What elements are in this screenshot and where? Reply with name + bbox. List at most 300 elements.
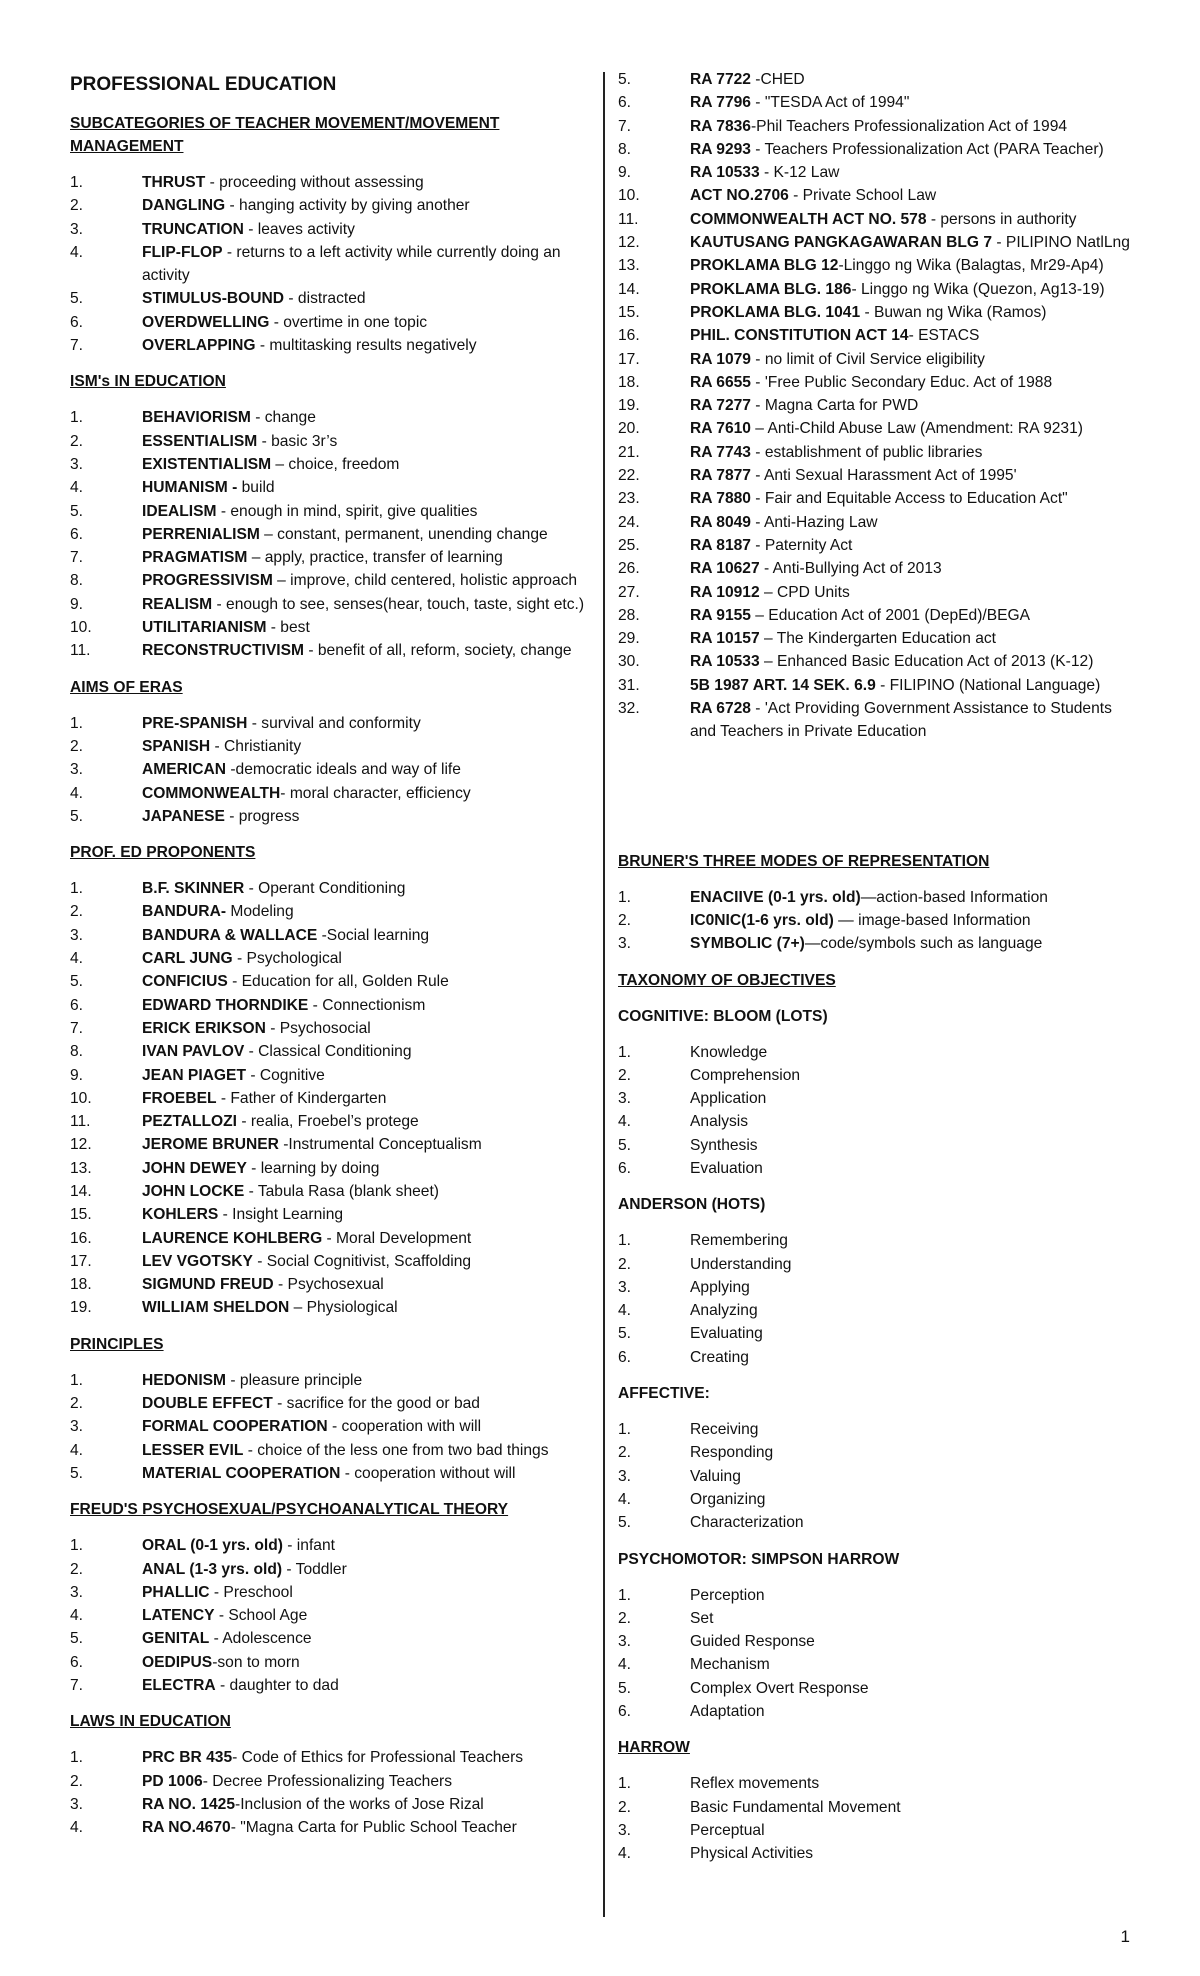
list-item-description: - Connectionism: [308, 996, 426, 1014]
list-item-number: 3.: [70, 926, 84, 944]
list-item-number: 17.: [618, 350, 640, 368]
list-item-number: 13.: [618, 257, 640, 275]
list-item-description: - infant: [282, 1537, 335, 1555]
list-item-text: [690, 627, 1138, 650]
list-item: [70, 1674, 590, 1697]
list-item: [618, 886, 1138, 909]
list-item-number: 12.: [618, 234, 640, 252]
list-item-number: 6.: [70, 996, 84, 1014]
list-item-text: [690, 1842, 1138, 1865]
list-item: [70, 569, 590, 592]
subsection-heading: PSYCHOMOTOR: SIMPSON HARROW: [618, 1550, 900, 1568]
list-item-term: RA 7796: [690, 94, 751, 112]
list-item-text: [142, 1651, 590, 1674]
list-item-text: [690, 138, 1138, 161]
list-item-term: LEV VGOTSKY: [142, 1252, 253, 1270]
list-item-text: [142, 1674, 590, 1697]
list-item-description: - Psychosexual: [273, 1276, 384, 1294]
numbered-list: [70, 1534, 590, 1697]
list-item-text: [690, 1584, 1138, 1607]
list-item-term: JOHN LOCKE: [142, 1182, 245, 1200]
list-item-number: 1.: [618, 888, 632, 906]
list-item-text: [142, 593, 590, 616]
list-item-text: [690, 1229, 1138, 1252]
list-item-text: [142, 1746, 590, 1769]
list-item-description: Organizing: [690, 1490, 766, 1508]
list-item-text: [690, 650, 1138, 673]
list-item-term: BANDURA & WALLACE: [142, 926, 318, 944]
list-item: [618, 909, 1138, 932]
list-item-number: 5.: [70, 807, 84, 825]
list-item: [70, 1110, 590, 1133]
list-item-term: PROKLAMA BLG. 1041: [690, 303, 861, 321]
list-item-number: 2.: [618, 1609, 632, 1627]
list-item-number: 11.: [70, 1113, 91, 1131]
list-item: [618, 371, 1138, 394]
list-item-number: 7.: [618, 117, 632, 135]
list-item-term: RA 7722: [690, 71, 751, 88]
list-item-term: ORAL (0-1 yrs. old): [142, 1537, 283, 1555]
list-item-description: – Enhanced Basic Education Act of 2013 (K-12): [759, 653, 1094, 671]
list-item: [618, 1157, 1138, 1180]
list-item: [70, 970, 590, 993]
list-item-description: - daughter to dad: [215, 1677, 339, 1695]
list-item-description: -CHED: [750, 71, 805, 88]
list-item-term: IDEALISM: [142, 502, 217, 520]
list-item-number: 9.: [70, 1066, 84, 1084]
list-item-number: 2.: [618, 1444, 632, 1462]
list-item-term: IVAN PAVLOV: [142, 1043, 245, 1061]
list-item-text: [142, 1415, 590, 1438]
list-item-text: [690, 932, 1138, 955]
list-item-number: 23.: [618, 490, 640, 508]
list-item: [70, 1439, 590, 1462]
section-heading-bruner: BRUNER'S THREE MODES OF REPRESENTATION: [618, 852, 990, 870]
list-item-term: EDWARD THORNDIKE: [142, 996, 309, 1014]
list-item: [618, 278, 1138, 301]
list-item-text: [690, 1441, 1138, 1464]
list-item-number: 13.: [70, 1159, 92, 1177]
list-item-text: [690, 1157, 1138, 1180]
list-item-number: 5.: [618, 71, 632, 88]
list-item: [70, 287, 590, 310]
list-item-number: 1.: [618, 1586, 632, 1604]
list-item-text: [142, 947, 590, 970]
list-item-description: - Classical Conditioning: [244, 1043, 412, 1061]
list-item-description: - overtime in one topic: [269, 313, 428, 331]
numbered-list: [618, 1041, 1138, 1181]
column-gap: [618, 757, 1138, 850]
list-item-number: 20.: [618, 420, 640, 438]
list-item-term: RA 8187: [690, 536, 751, 554]
list-item-description: - FILIPINO (National Language): [875, 676, 1101, 694]
list-item-number: 17.: [70, 1252, 92, 1270]
list-item-text: [142, 1087, 590, 1110]
list-item: [70, 218, 590, 241]
list-item-number: 3.: [618, 1467, 632, 1485]
list-item: [618, 1276, 1138, 1299]
list-item-text: [142, 1369, 590, 1392]
list-item-number: 4.: [618, 1845, 632, 1863]
list-item-description: - 'Free Public Secondary Educ. Act of 1988: [750, 373, 1053, 391]
list-item: [70, 1017, 590, 1040]
list-item-term: RA 10157: [690, 630, 760, 648]
list-item-text: [690, 1134, 1138, 1157]
list-item-term: ESSENTIALISM: [142, 432, 258, 450]
list-item-description: - basic 3r’s: [257, 432, 338, 450]
list-item: [618, 1677, 1138, 1700]
section-heading: PROF. ED PROPONENTS: [70, 844, 256, 862]
list-item-term: RA 7836: [690, 117, 751, 135]
list-item-description: - Cognitive: [245, 1066, 325, 1084]
list-item-term: HUMANISM -: [142, 479, 238, 497]
list-item-text: [690, 278, 1138, 301]
list-item-number: 4.: [70, 1607, 84, 1625]
list-item-term: PD 1006: [142, 1772, 203, 1790]
list-item-term: RA NO.4670: [142, 1819, 231, 1837]
list-item-text: [142, 616, 590, 639]
list-item: [618, 1653, 1138, 1676]
list-item-description: - "Magna Carta for Public School Teacher: [230, 1819, 517, 1837]
list-item-description: - Christianity: [210, 737, 302, 755]
section-heading-taxonomy: TAXONOMY OF OBJECTIVES: [618, 971, 836, 989]
list-item-text: [690, 697, 1138, 744]
list-item: [618, 1488, 1138, 1511]
list-item-description: - multitasking results negatively: [255, 337, 477, 355]
list-item: [618, 487, 1138, 510]
list-item-term: 5B 1987 ART. 14 SEK. 6.9: [690, 676, 876, 694]
list-item-text: [142, 1227, 590, 1250]
list-item-description: - cooperation with will: [327, 1418, 482, 1436]
list-item-description: - establishment of public libraries: [750, 443, 983, 461]
list-item-text: [142, 241, 590, 288]
list-item: [618, 115, 1138, 138]
list-item: [618, 301, 1138, 324]
laws-continued-list: [618, 68, 1138, 744]
list-item-term: BANDURA-: [142, 903, 227, 921]
list-item-text: [142, 1296, 590, 1319]
list-item-number: 16.: [70, 1229, 92, 1247]
list-item-number: 4.: [70, 243, 84, 261]
list-item-description: - best: [266, 619, 310, 637]
taxonomy-sections: [618, 1005, 1138, 1866]
list-item-number: 2.: [70, 1772, 84, 1790]
list-item: [70, 758, 590, 781]
subsection-heading: AFFECTIVE:: [618, 1385, 710, 1403]
list-item: [70, 1462, 590, 1485]
list-item: [618, 254, 1138, 277]
list-item-description: Adaptation: [690, 1703, 765, 1721]
list-item-number: 3.: [70, 1418, 84, 1436]
list-item: [70, 1558, 590, 1581]
list-item-number: 1.: [618, 1421, 632, 1439]
list-item-term: JOHN DEWEY: [142, 1159, 247, 1177]
list-item-text: [690, 68, 1138, 91]
list-item-text: [142, 877, 590, 900]
list-item-description: - PILIPINO NatlLng: [992, 234, 1130, 252]
list-item-text: [690, 417, 1138, 440]
list-item-term: RA 6655: [690, 373, 751, 391]
list-item-number: 4.: [618, 1490, 632, 1508]
list-item-text: [690, 674, 1138, 697]
list-item: [70, 546, 590, 569]
list-item-text: [690, 1276, 1138, 1299]
bruner-list: [618, 886, 1138, 956]
list-item-description: - Toddler: [282, 1560, 347, 1578]
list-item-description: - Preschool: [209, 1583, 293, 1601]
list-item-text: [690, 184, 1138, 207]
list-item-text: [142, 1534, 590, 1557]
list-item-text: [142, 430, 590, 453]
list-item-description: – choice, freedom: [271, 455, 400, 473]
list-item-term: RA 10533: [690, 164, 760, 182]
list-item-description: Basic Fundamental Movement: [690, 1798, 901, 1816]
list-item-number: 3.: [618, 1633, 632, 1651]
list-item: [70, 1604, 590, 1627]
list-item: [70, 500, 590, 523]
list-item-term: GENITAL: [142, 1630, 210, 1648]
list-item: [618, 511, 1138, 534]
list-item-description: - Fair and Equitable Access to Education Act": [750, 490, 1068, 508]
list-item-term: KOHLERS: [142, 1206, 219, 1224]
list-item-description: - Tabula Rasa (blank sheet): [244, 1182, 439, 1200]
list-item-term: RA 10627: [690, 560, 760, 578]
list-item-description: - Moral Development: [322, 1229, 472, 1247]
list-item-text: [142, 334, 590, 357]
list-item-number: 18.: [70, 1276, 92, 1294]
list-item-number: 5.: [70, 973, 84, 991]
list-item-term: ACT NO.2706: [690, 187, 789, 205]
document-title: PROFESSIONAL EDUCATION: [70, 74, 337, 95]
list-item-number: 4.: [70, 1819, 84, 1837]
list-item-text: [142, 1770, 590, 1793]
list-item-number: 2.: [70, 432, 84, 450]
list-item-term: RA 7743: [690, 443, 751, 461]
list-item-term: ANAL (1-3 yrs. old): [142, 1560, 283, 1578]
list-item: [618, 1110, 1138, 1133]
list-item-number: 2.: [70, 1560, 84, 1578]
list-item: [70, 712, 590, 735]
list-item-description: Guided Response: [690, 1633, 815, 1651]
list-item-text: [142, 1604, 590, 1627]
list-item-text: [142, 1133, 590, 1156]
list-item: [70, 430, 590, 453]
list-item-term: PEZTALLOZI: [142, 1113, 237, 1131]
section-heading: SUBCATEGORIES OF TEACHER MOVEMENT/MOVEMENT MANAGEMENT: [70, 115, 500, 155]
list-item: [618, 1630, 1138, 1653]
list-item-term: OVERLAPPING: [142, 337, 256, 355]
list-item: [70, 241, 590, 288]
list-item: [70, 1203, 590, 1226]
list-item-number: 10.: [618, 187, 640, 205]
list-item-number: 4.: [618, 1302, 632, 1320]
list-item-term: AMERICAN: [142, 761, 227, 779]
section-heading: PRINCIPLES: [70, 1335, 164, 1353]
list-item: [618, 1441, 1138, 1464]
list-item-description: Analysis: [690, 1113, 749, 1131]
subsection-heading: ANDERSON (HOTS): [618, 1196, 766, 1214]
list-item-number: 6.: [70, 313, 84, 331]
list-item-term: STIMULUS-BOUND: [142, 290, 285, 308]
list-item-text: [142, 476, 590, 499]
list-item-number: 2.: [70, 903, 84, 921]
list-item-number: 5.: [618, 1325, 632, 1343]
list-item-description: Set: [690, 1609, 714, 1627]
list-item: [70, 1157, 590, 1180]
list-item-text: [690, 1322, 1138, 1345]
list-item-text: [142, 194, 590, 217]
list-item-description: - Social Cognitivist, Scaffolding: [252, 1252, 472, 1270]
list-item-term: COMMONWEALTH: [142, 784, 281, 802]
list-item-number: 8.: [618, 140, 632, 158]
list-item-number: 3.: [618, 935, 632, 953]
list-item-number: 18.: [618, 373, 640, 391]
list-item: [70, 1250, 590, 1273]
list-item-number: 3.: [618, 1278, 632, 1296]
list-item: [618, 1134, 1138, 1157]
list-item-text: [142, 453, 590, 476]
list-item-description: – apply, practice, transfer of learning: [247, 549, 503, 567]
list-item-text: [690, 348, 1138, 371]
list-item-number: 5.: [618, 1679, 632, 1697]
list-item-number: 30.: [618, 653, 640, 671]
list-item: [618, 1253, 1138, 1276]
list-item-number: 24.: [618, 513, 640, 531]
list-item: [618, 581, 1138, 604]
list-item-description: - Psychological: [232, 950, 342, 968]
list-item-term: COMMONWEALTH ACT NO. 578: [690, 210, 927, 228]
list-item-text: [690, 1041, 1138, 1064]
list-item-text: [142, 287, 590, 310]
list-item-text: [142, 1250, 590, 1273]
list-item-text: [690, 1087, 1138, 1110]
list-item-description: Modeling: [226, 903, 294, 921]
list-item-number: 15.: [70, 1206, 92, 1224]
list-item-description: — image-based Information: [833, 911, 1031, 929]
list-item-description: - benefit of all, reform, society, change: [304, 642, 572, 660]
list-item-term: RA 7877: [690, 467, 751, 485]
list-item-description: -Phil Teachers Professionalization Act of 1994: [750, 117, 1068, 135]
list-item-term: RA 6728: [690, 700, 751, 718]
list-item-number: 8.: [70, 1043, 84, 1061]
list-item-text: [690, 464, 1138, 487]
list-item: [618, 138, 1138, 161]
list-item: [70, 1273, 590, 1296]
list-item: [618, 231, 1138, 254]
list-item-description: - ESTACS: [908, 327, 980, 345]
list-item-number: 19.: [70, 1299, 92, 1317]
list-item-term: DOUBLE EFFECT: [142, 1395, 273, 1413]
right-column: [618, 70, 1138, 1879]
list-item: [618, 1796, 1138, 1819]
list-item-text: [690, 91, 1138, 114]
list-item-description: Valuing: [690, 1467, 741, 1485]
list-item-text: [690, 254, 1138, 277]
list-item: [618, 184, 1138, 207]
list-item: [70, 1040, 590, 1063]
list-item: [70, 171, 590, 194]
list-item-number: 1.: [70, 1749, 84, 1767]
list-item-term: BEHAVIORISM: [142, 409, 251, 427]
list-item-term: PROKLAMA BLG. 186: [690, 280, 852, 298]
list-item-description: - returns to a left activity while currently doing an activity: [142, 243, 561, 285]
numbered-list: [70, 1369, 590, 1485]
list-item-description: - realia, Froebel’s protege: [237, 1113, 419, 1131]
list-item-text: [142, 1180, 590, 1203]
list-item-text: [690, 371, 1138, 394]
list-item-description: - Buwan ng Wika (Ramos): [860, 303, 1047, 321]
list-item-number: 15.: [618, 303, 640, 321]
list-item-number: 2.: [70, 197, 84, 215]
left-column: [70, 70, 590, 1853]
list-item-description: - learning by doing: [246, 1159, 380, 1177]
list-item-term: OEDIPUS: [142, 1653, 213, 1671]
list-item-description: - Decree Professionalizing Teachers: [202, 1772, 453, 1790]
list-item-description: - persons in authority: [926, 210, 1077, 228]
list-item-term: SIGMUND FREUD: [142, 1276, 274, 1294]
list-item-description: Application: [690, 1090, 767, 1108]
list-item-text: [690, 1064, 1138, 1087]
list-item-term: PROKLAMA BLG 12: [690, 257, 839, 275]
list-item-number: 6.: [618, 94, 632, 112]
list-item-description: - cooperation without will: [340, 1464, 516, 1482]
list-item-term: FROEBEL: [142, 1089, 217, 1107]
list-item-description: - Teachers Professionalization Act (PARA Teacher): [750, 140, 1104, 158]
list-item-text: [142, 546, 590, 569]
list-item-number: 4.: [70, 479, 84, 497]
list-item-description: - Linggo ng Wika (Quezon, Ag13-19): [851, 280, 1105, 298]
list-item-text: [690, 324, 1138, 347]
list-item-term: REALISM: [142, 595, 213, 613]
list-item-text: [690, 1299, 1138, 1322]
list-item: [70, 453, 590, 476]
list-item-number: 7.: [70, 549, 84, 567]
list-item: [618, 417, 1138, 440]
list-item-number: 1.: [70, 880, 84, 898]
list-item-text: [142, 1040, 590, 1063]
list-item-description: - moral character, efficiency: [280, 784, 471, 802]
list-item: [618, 208, 1138, 231]
list-item: [70, 1770, 590, 1793]
list-item: [70, 1180, 590, 1203]
list-item: [70, 994, 590, 1017]
list-item: [618, 1700, 1138, 1723]
list-item-number: 6.: [618, 1703, 632, 1721]
list-item-term: ENACIIVE (0-1 yrs. old): [690, 888, 861, 906]
list-item-number: 31.: [618, 676, 640, 694]
list-item-description: Knowledge: [690, 1043, 768, 1061]
list-item-number: 3.: [618, 1090, 632, 1108]
list-item-description: - proceeding without assessing: [205, 174, 424, 191]
list-item-description: build: [237, 479, 275, 497]
list-item-number: 5.: [70, 1464, 84, 1482]
list-item-number: 6.: [618, 1159, 632, 1177]
list-item-text: [142, 735, 590, 758]
list-item: [70, 523, 590, 546]
list-item: [618, 1322, 1138, 1345]
list-item-number: 10.: [70, 619, 92, 637]
list-item: [70, 1227, 590, 1250]
list-item-description: - enough to see, senses(hear, touch, taste, sight etc.): [212, 595, 585, 613]
list-item-description: -Inclusion of the works of Jose Rizal: [235, 1795, 484, 1813]
list-item-term: ERICK ERIKSON: [142, 1019, 266, 1037]
list-item-description: Analyzing: [690, 1302, 758, 1320]
list-item-text: [142, 639, 590, 662]
page-number: 1: [1120, 1927, 1130, 1946]
list-item-number: 14.: [70, 1182, 92, 1200]
list-item-number: 6.: [70, 1653, 84, 1671]
list-item-text: [690, 1511, 1138, 1534]
